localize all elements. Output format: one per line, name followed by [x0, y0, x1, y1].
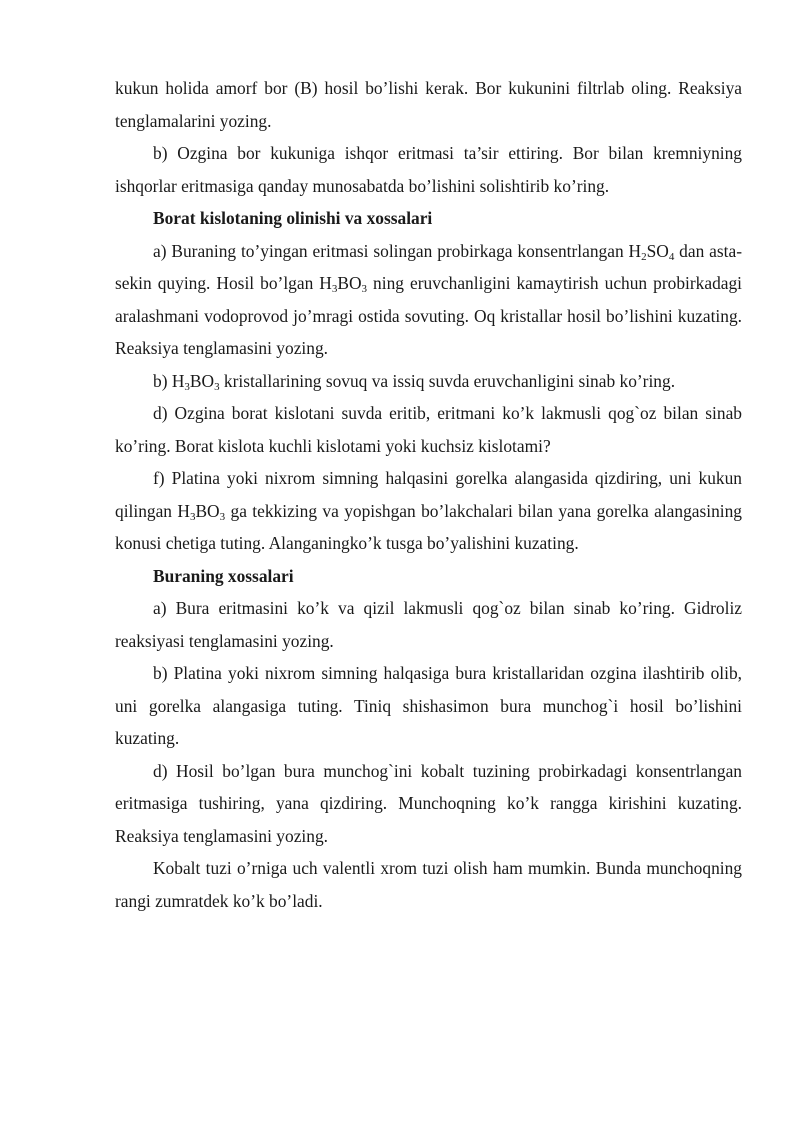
text-run: b) H: [153, 370, 185, 391]
subscript: 3: [361, 283, 368, 295]
subscript: 2: [641, 250, 647, 263]
paragraph-p4: [115, 365, 742, 398]
subscript: 3: [214, 380, 220, 393]
subscript: 3: [184, 380, 190, 393]
text-run: b) Ozgina bor kukuniga ishqor eritmasi ta’sir ettiring. Bor bilan kremniyning ishqorlar eritmasiga qanday munosabatda bo’lishini solishtirib ko’ring.: [115, 143, 742, 196]
heading-text: Borat kislotaning olinishi va xossalari: [153, 208, 433, 228]
text-run: d) Hosil bo’lgan bura munchog`ini kobalt tuzining probirkadagi konsentrlangan eritmasiga tushiring, yana qizdiring. Munchoqning ko’k rangga kirishini kuzating. Reaksiya tenglamasini yozing.: [115, 760, 742, 846]
document-page: [115, 72, 742, 917]
text-run: BO: [195, 500, 220, 521]
paragraph-p10: [115, 852, 742, 917]
text-run: dan asta-sekin quying. Hosil bo’lgan H: [115, 240, 742, 293]
text-run: ning eruvchanligini kamaytirish uchun probirkadagi aralashmani vodoprovod jo’mragi ostida sovuting. Oq kristallar hosil bo’lishini kuzating. Reaksiya tenglamasini yozing.: [115, 273, 743, 358]
paragraph-p6: [115, 462, 742, 560]
subscript: 4: [668, 250, 675, 263]
text-run: BO: [189, 370, 215, 391]
subscript: 3: [331, 283, 338, 295]
text-run: kristallarining sovuq va issiq suvda eruvchanligini sinab ko’ring.: [219, 370, 676, 391]
paragraph-p2: [115, 137, 742, 202]
paragraph-p8: [115, 657, 742, 755]
paragraph-p9: [115, 755, 742, 853]
text-run: a) Bura eritmasini ko’k va qizil lakmusli qog`oz bilan sinab ko’ring. Gidroliz reaksiyasi tenglamasini yozing.: [115, 598, 742, 651]
paragraph-p3: [115, 235, 742, 365]
text-run: BO: [337, 273, 362, 293]
subscript: 3: [189, 510, 196, 523]
text-run: kukun holida amorf bor (B) hosil bo’lishi kerak. Bor kukunini filtrlab oling. Reaksiya tenglamalarini yozing.: [115, 78, 742, 131]
paragraph-p7: [115, 592, 742, 657]
text-run: ga tekkizing va yopishgan bo’lakchalari bilan yana gorelka alangasining konusi chetiga tuting. Alanganingko’k tusga bo’yalishini kuzating.: [115, 500, 743, 553]
text-run: d) Ozgina borat kislotani suvda eritib, eritmani ko’k lakmusli qog`oz bilan sinab ko’ring. Borat kislota kuchli kislotami yoki kuchsiz kislotami?: [115, 403, 742, 456]
text-run: Kobalt tuzi o’rniga uch valentli xrom tuzi olish ham mumkin. Bunda munchoqning rangi zumratdek ko’k bo’ladi.: [115, 858, 742, 911]
paragraph-p1: [115, 72, 742, 137]
section-heading-borat-kislota: [115, 202, 742, 235]
paragraph-p5: [115, 397, 742, 462]
section-heading-bura: [115, 560, 742, 593]
subscript: 3: [219, 510, 226, 523]
heading-text: Buraning xossalari: [153, 565, 294, 586]
text-run: b) Platina yoki nixrom simning halqasiga bura kristallaridan ozgina ilashtirib olib, uni gorelka alangasiga tuting. Tiniq shishasimon bura munchog`i hosil bo’lishini kuzating.: [115, 663, 742, 748]
text-run: f) Platina yoki nixrom simning halqasini gorelka alangasida qizdiring, uni kukun qilingan H: [115, 468, 742, 521]
text-run: SO: [646, 240, 669, 261]
text-run: a) Buraning to’yingan eritmasi solingan probirkaga konsentrlangan H: [153, 240, 642, 261]
